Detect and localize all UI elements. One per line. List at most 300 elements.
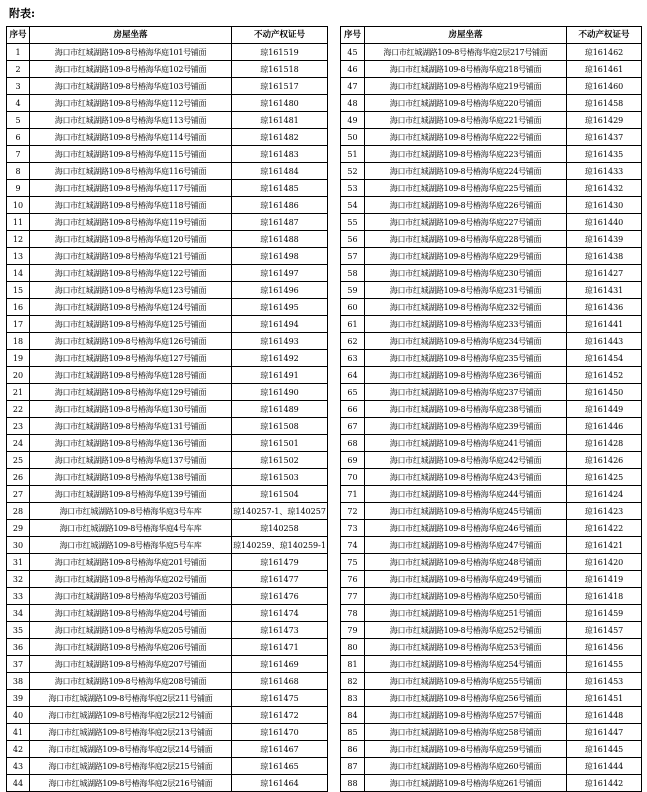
table-row bbox=[341, 95, 642, 112]
row-index: 74 bbox=[341, 537, 365, 554]
row-index: 18 bbox=[7, 333, 30, 350]
row-certificate: 琼161485 bbox=[232, 180, 328, 197]
table-row bbox=[7, 486, 328, 503]
table-row bbox=[341, 44, 642, 61]
row-index: 83 bbox=[341, 690, 365, 707]
row-index: 51 bbox=[341, 146, 365, 163]
header-row bbox=[7, 27, 328, 44]
row-index: 87 bbox=[341, 758, 365, 775]
row-address: 海口市红城湖路109-8号椿海华庭225号铺面 bbox=[365, 180, 567, 197]
row-certificate: 琼161459 bbox=[567, 605, 642, 622]
row-address: 海口市红城湖路109-8号椿海华庭114号铺面 bbox=[30, 129, 232, 146]
table-row bbox=[341, 282, 642, 299]
row-address: 海口市红城湖路109-8号椿海华庭218号铺面 bbox=[365, 61, 567, 78]
header-row bbox=[341, 27, 642, 44]
table-row bbox=[7, 452, 328, 469]
row-address: 海口市红城湖路109-8号椿海华庭254号铺面 bbox=[365, 656, 567, 673]
header-address: 房屋坐落 bbox=[30, 27, 232, 44]
table-row bbox=[7, 146, 328, 163]
row-address: 海口市红城湖路109-8号椿海华庭120号铺面 bbox=[30, 231, 232, 248]
property-table-left bbox=[6, 26, 328, 792]
row-index: 21 bbox=[7, 384, 30, 401]
table-row bbox=[7, 435, 328, 452]
row-certificate: 琼161469 bbox=[232, 656, 328, 673]
row-index: 19 bbox=[7, 350, 30, 367]
table-row bbox=[341, 588, 642, 605]
row-address: 海口市红城湖路109-8号椿海华庭2层211号铺面 bbox=[30, 690, 232, 707]
table-row bbox=[7, 707, 328, 724]
table-row bbox=[7, 78, 328, 95]
row-certificate: 琼161479 bbox=[232, 554, 328, 571]
table-row bbox=[341, 673, 642, 690]
row-certificate: 琼161457 bbox=[567, 622, 642, 639]
row-address: 海口市红城湖路109-8号椿海华庭113号铺面 bbox=[30, 112, 232, 129]
table-row bbox=[341, 469, 642, 486]
row-address: 海口市红城湖路109-8号椿海华庭125号铺面 bbox=[30, 316, 232, 333]
row-index: 50 bbox=[341, 129, 365, 146]
row-address: 海口市红城湖路109-8号椿海华庭256号铺面 bbox=[365, 690, 567, 707]
row-address: 海口市红城湖路109-8号椿海华庭259号铺面 bbox=[365, 741, 567, 758]
row-address: 海口市红城湖路109-8号椿海华庭126号铺面 bbox=[30, 333, 232, 350]
row-address: 海口市红城湖路109-8号椿海华庭3号车库 bbox=[30, 503, 232, 520]
row-index: 88 bbox=[341, 775, 365, 792]
table-row bbox=[7, 503, 328, 520]
row-index: 64 bbox=[341, 367, 365, 384]
row-certificate: 琼161448 bbox=[567, 707, 642, 724]
row-index: 41 bbox=[7, 724, 30, 741]
row-certificate: 琼161484 bbox=[232, 163, 328, 180]
row-certificate: 琼161489 bbox=[232, 401, 328, 418]
table-row bbox=[7, 741, 328, 758]
row-address: 海口市红城湖路109-8号椿海华庭238号铺面 bbox=[365, 401, 567, 418]
table-row bbox=[7, 350, 328, 367]
table-row bbox=[341, 197, 642, 214]
row-address: 海口市红城湖路109-8号椿海华庭221号铺面 bbox=[365, 112, 567, 129]
table-row bbox=[341, 231, 642, 248]
row-certificate: 琼161420 bbox=[567, 554, 642, 571]
row-certificate: 琼161498 bbox=[232, 248, 328, 265]
row-address: 海口市红城湖路109-8号椿海华庭260号铺面 bbox=[365, 758, 567, 775]
row-address: 海口市红城湖路109-8号椿海华庭112号铺面 bbox=[30, 95, 232, 112]
row-address: 海口市红城湖路109-8号椿海华庭119号铺面 bbox=[30, 214, 232, 231]
row-index: 22 bbox=[7, 401, 30, 418]
row-certificate: 琼161426 bbox=[567, 452, 642, 469]
row-index: 33 bbox=[7, 588, 30, 605]
row-certificate: 琼161504 bbox=[232, 486, 328, 503]
table-row bbox=[7, 656, 328, 673]
table-row bbox=[341, 775, 642, 792]
row-index: 1 bbox=[7, 44, 30, 61]
table-row bbox=[7, 180, 328, 197]
row-index: 56 bbox=[341, 231, 365, 248]
table-row bbox=[7, 299, 328, 316]
table-row bbox=[341, 724, 642, 741]
row-index: 28 bbox=[7, 503, 30, 520]
row-certificate: 琼161517 bbox=[232, 78, 328, 95]
row-address: 海口市红城湖路109-8号椿海华庭222号铺面 bbox=[365, 129, 567, 146]
header-index: 序号 bbox=[7, 27, 30, 44]
row-index: 12 bbox=[7, 231, 30, 248]
row-certificate: 琼161431 bbox=[567, 282, 642, 299]
row-certificate: 琼161465 bbox=[232, 758, 328, 775]
row-index: 80 bbox=[341, 639, 365, 656]
row-certificate: 琼161433 bbox=[567, 163, 642, 180]
row-certificate: 琼161432 bbox=[567, 180, 642, 197]
row-certificate: 琼161519 bbox=[232, 44, 328, 61]
row-certificate: 琼161442 bbox=[567, 775, 642, 792]
table-row bbox=[7, 44, 328, 61]
row-address: 海口市红城湖路109-8号椿海华庭115号铺面 bbox=[30, 146, 232, 163]
row-certificate: 琼161487 bbox=[232, 214, 328, 231]
row-address: 海口市红城湖路109-8号椿海华庭2层213号铺面 bbox=[30, 724, 232, 741]
row-index: 42 bbox=[7, 741, 30, 758]
header-index: 序号 bbox=[341, 27, 365, 44]
row-certificate: 琼161455 bbox=[567, 656, 642, 673]
row-index: 27 bbox=[7, 486, 30, 503]
row-index: 6 bbox=[7, 129, 30, 146]
row-index: 38 bbox=[7, 673, 30, 690]
row-address: 海口市红城湖路109-8号椿海华庭227号铺面 bbox=[365, 214, 567, 231]
table-row bbox=[341, 622, 642, 639]
row-certificate: 琼161461 bbox=[567, 61, 642, 78]
table-row bbox=[7, 214, 328, 231]
row-certificate: 琼161429 bbox=[567, 112, 642, 129]
row-index: 2 bbox=[7, 61, 30, 78]
row-certificate: 琼161493 bbox=[232, 333, 328, 350]
table-row bbox=[7, 588, 328, 605]
table-row bbox=[341, 299, 642, 316]
row-certificate: 琼161468 bbox=[232, 673, 328, 690]
row-address: 海口市红城湖路109-8号椿海华庭257号铺面 bbox=[365, 707, 567, 724]
row-index: 60 bbox=[341, 299, 365, 316]
row-address: 海口市红城湖路109-8号椿海华庭101号铺面 bbox=[30, 44, 232, 61]
row-address: 海口市红城湖路109-8号椿海华庭248号铺面 bbox=[365, 554, 567, 571]
row-address: 海口市红城湖路109-8号椿海华庭234号铺面 bbox=[365, 333, 567, 350]
table-row bbox=[7, 129, 328, 146]
table-row bbox=[341, 112, 642, 129]
table-row bbox=[7, 265, 328, 282]
row-index: 53 bbox=[341, 180, 365, 197]
row-address: 海口市红城湖路109-8号椿海华庭239号铺面 bbox=[365, 418, 567, 435]
row-certificate: 琼161453 bbox=[567, 673, 642, 690]
row-certificate: 琼161439 bbox=[567, 231, 642, 248]
row-certificate: 琼161449 bbox=[567, 401, 642, 418]
header-certificate: 不动产权证号 bbox=[232, 27, 328, 44]
row-address: 海口市红城湖路109-8号椿海华庭131号铺面 bbox=[30, 418, 232, 435]
row-address: 海口市红城湖路109-8号椿海华庭233号铺面 bbox=[365, 316, 567, 333]
row-certificate: 琼161488 bbox=[232, 231, 328, 248]
row-certificate: 琼161473 bbox=[232, 622, 328, 639]
row-certificate: 琼161443 bbox=[567, 333, 642, 350]
row-certificate: 琼161456 bbox=[567, 639, 642, 656]
table-row bbox=[341, 605, 642, 622]
row-index: 81 bbox=[341, 656, 365, 673]
row-index: 76 bbox=[341, 571, 365, 588]
row-address: 海口市红城湖路109-8号椿海华庭127号铺面 bbox=[30, 350, 232, 367]
row-address: 海口市红城湖路109-8号椿海华庭251号铺面 bbox=[365, 605, 567, 622]
row-address: 海口市红城湖路109-8号椿海华庭236号铺面 bbox=[365, 367, 567, 384]
table-row bbox=[341, 384, 642, 401]
row-address: 海口市红城湖路109-8号椿海华庭228号铺面 bbox=[365, 231, 567, 248]
row-address: 海口市红城湖路109-8号椿海华庭242号铺面 bbox=[365, 452, 567, 469]
row-index: 14 bbox=[7, 265, 30, 282]
table-row bbox=[7, 605, 328, 622]
table-row bbox=[7, 758, 328, 775]
row-address: 海口市红城湖路109-8号椿海华庭208号铺面 bbox=[30, 673, 232, 690]
table-row bbox=[7, 724, 328, 741]
row-address: 海口市红城湖路109-8号椿海华庭246号铺面 bbox=[365, 520, 567, 537]
table-row bbox=[7, 197, 328, 214]
row-index: 70 bbox=[341, 469, 365, 486]
table-row bbox=[7, 554, 328, 571]
row-address: 海口市红城湖路109-8号椿海华庭261号铺面 bbox=[365, 775, 567, 792]
row-address: 海口市红城湖路109-8号椿海华庭229号铺面 bbox=[365, 248, 567, 265]
table-row bbox=[7, 520, 328, 537]
row-index: 72 bbox=[341, 503, 365, 520]
row-address: 海口市红城湖路109-8号椿海华庭122号铺面 bbox=[30, 265, 232, 282]
row-index: 85 bbox=[341, 724, 365, 741]
row-certificate: 琼161495 bbox=[232, 299, 328, 316]
table-row bbox=[341, 367, 642, 384]
row-index: 82 bbox=[341, 673, 365, 690]
row-address: 海口市红城湖路109-8号椿海华庭207号铺面 bbox=[30, 656, 232, 673]
row-certificate: 琼161424 bbox=[567, 486, 642, 503]
row-index: 57 bbox=[341, 248, 365, 265]
row-certificate: 琼161490 bbox=[232, 384, 328, 401]
row-certificate: 琼161467 bbox=[232, 741, 328, 758]
row-index: 54 bbox=[341, 197, 365, 214]
row-index: 71 bbox=[341, 486, 365, 503]
row-index: 44 bbox=[7, 775, 30, 792]
row-address: 海口市红城湖路109-8号椿海华庭250号铺面 bbox=[365, 588, 567, 605]
row-certificate: 琼161502 bbox=[232, 452, 328, 469]
row-index: 77 bbox=[341, 588, 365, 605]
property-table-right bbox=[340, 26, 642, 792]
table-row bbox=[7, 537, 328, 554]
row-index: 35 bbox=[7, 622, 30, 639]
row-certificate: 琼161476 bbox=[232, 588, 328, 605]
row-address: 海口市红城湖路109-8号椿海华庭231号铺面 bbox=[365, 282, 567, 299]
row-certificate: 琼161482 bbox=[232, 129, 328, 146]
table-row bbox=[341, 758, 642, 775]
row-certificate: 琼161428 bbox=[567, 435, 642, 452]
row-certificate: 琼161481 bbox=[232, 112, 328, 129]
row-certificate: 琼161419 bbox=[567, 571, 642, 588]
table-row bbox=[341, 350, 642, 367]
row-certificate: 琼161491 bbox=[232, 367, 328, 384]
table-row bbox=[7, 367, 328, 384]
row-certificate: 琼161464 bbox=[232, 775, 328, 792]
row-address: 海口市红城湖路109-8号椿海华庭2层215号铺面 bbox=[30, 758, 232, 775]
row-certificate: 琼161503 bbox=[232, 469, 328, 486]
table-row bbox=[7, 639, 328, 656]
table-row bbox=[341, 503, 642, 520]
row-address: 海口市红城湖路109-8号椿海华庭204号铺面 bbox=[30, 605, 232, 622]
row-index: 78 bbox=[341, 605, 365, 622]
table-row bbox=[341, 333, 642, 350]
row-certificate: 琼161501 bbox=[232, 435, 328, 452]
table-row bbox=[341, 146, 642, 163]
table-row bbox=[341, 639, 642, 656]
row-address: 海口市红城湖路109-8号椿海华庭249号铺面 bbox=[365, 571, 567, 588]
table-row bbox=[341, 690, 642, 707]
row-index: 37 bbox=[7, 656, 30, 673]
row-index: 66 bbox=[341, 401, 365, 418]
table-row bbox=[341, 741, 642, 758]
row-certificate: 琼161475 bbox=[232, 690, 328, 707]
row-index: 84 bbox=[341, 707, 365, 724]
row-certificate: 琼161447 bbox=[567, 724, 642, 741]
row-address: 海口市红城湖路109-8号椿海华庭5号车库 bbox=[30, 537, 232, 554]
row-address: 海口市红城湖路109-8号椿海华庭244号铺面 bbox=[365, 486, 567, 503]
row-index: 43 bbox=[7, 758, 30, 775]
row-index: 59 bbox=[341, 282, 365, 299]
row-address: 海口市红城湖路109-8号椿海华庭124号铺面 bbox=[30, 299, 232, 316]
row-index: 75 bbox=[341, 554, 365, 571]
row-certificate: 琼161518 bbox=[232, 61, 328, 78]
row-index: 16 bbox=[7, 299, 30, 316]
row-certificate: 琼161435 bbox=[567, 146, 642, 163]
row-index: 86 bbox=[341, 741, 365, 758]
row-certificate: 琼161497 bbox=[232, 265, 328, 282]
header-certificate: 不动产权证号 bbox=[567, 27, 642, 44]
row-address: 海口市红城湖路109-8号椿海华庭137号铺面 bbox=[30, 452, 232, 469]
row-address: 海口市红城湖路109-8号椿海华庭206号铺面 bbox=[30, 639, 232, 656]
row-index: 47 bbox=[341, 78, 365, 95]
row-certificate: 琼161441 bbox=[567, 316, 642, 333]
row-address: 海口市红城湖路109-8号椿海华庭129号铺面 bbox=[30, 384, 232, 401]
row-address: 海口市红城湖路109-8号椿海华庭253号铺面 bbox=[365, 639, 567, 656]
table-row bbox=[341, 129, 642, 146]
row-certificate: 琼161472 bbox=[232, 707, 328, 724]
table-row bbox=[341, 265, 642, 282]
row-address: 海口市红城湖路109-8号椿海华庭128号铺面 bbox=[30, 367, 232, 384]
row-certificate: 琼161462 bbox=[567, 44, 642, 61]
row-certificate: 琼161492 bbox=[232, 350, 328, 367]
row-index: 36 bbox=[7, 639, 30, 656]
row-address: 海口市红城湖路109-8号椿海华庭2层212号铺面 bbox=[30, 707, 232, 724]
row-certificate: 琼161452 bbox=[567, 367, 642, 384]
row-certificate: 琼161451 bbox=[567, 690, 642, 707]
row-index: 25 bbox=[7, 452, 30, 469]
row-index: 13 bbox=[7, 248, 30, 265]
row-index: 55 bbox=[341, 214, 365, 231]
row-address: 海口市红城湖路109-8号椿海华庭2层216号铺面 bbox=[30, 775, 232, 792]
row-address: 海口市红城湖路109-8号椿海华庭121号铺面 bbox=[30, 248, 232, 265]
row-address: 海口市红城湖路109-8号椿海华庭226号铺面 bbox=[365, 197, 567, 214]
table-row bbox=[341, 656, 642, 673]
row-certificate: 琼161496 bbox=[232, 282, 328, 299]
row-certificate: 琼140258 bbox=[232, 520, 328, 537]
row-certificate: 琼161438 bbox=[567, 248, 642, 265]
row-address: 海口市红城湖路109-8号椿海华庭203号铺面 bbox=[30, 588, 232, 605]
row-index: 49 bbox=[341, 112, 365, 129]
table-row bbox=[341, 418, 642, 435]
row-index: 39 bbox=[7, 690, 30, 707]
row-address: 海口市红城湖路109-8号椿海华庭232号铺面 bbox=[365, 299, 567, 316]
row-address: 海口市红城湖路109-8号椿海华庭201号铺面 bbox=[30, 554, 232, 571]
row-index: 26 bbox=[7, 469, 30, 486]
row-address: 海口市红城湖路109-8号椿海华庭235号铺面 bbox=[365, 350, 567, 367]
table-row bbox=[341, 452, 642, 469]
row-certificate: 琼161422 bbox=[567, 520, 642, 537]
row-address: 海口市红城湖路109-8号椿海华庭247号铺面 bbox=[365, 537, 567, 554]
row-index: 34 bbox=[7, 605, 30, 622]
table-row bbox=[7, 231, 328, 248]
table-row bbox=[7, 316, 328, 333]
table-row bbox=[341, 571, 642, 588]
row-index: 10 bbox=[7, 197, 30, 214]
table-row bbox=[341, 248, 642, 265]
row-certificate: 琼140257-1、琼140257 bbox=[232, 503, 328, 520]
table-row bbox=[341, 214, 642, 231]
row-address: 海口市红城湖路109-8号椿海华庭117号铺面 bbox=[30, 180, 232, 197]
row-address: 海口市红城湖路109-8号椿海华庭4号车库 bbox=[30, 520, 232, 537]
table-row bbox=[7, 571, 328, 588]
row-certificate: 琼161460 bbox=[567, 78, 642, 95]
table-row bbox=[7, 163, 328, 180]
row-index: 11 bbox=[7, 214, 30, 231]
row-index: 24 bbox=[7, 435, 30, 452]
row-certificate: 琼140259、琼140259-1 bbox=[232, 537, 328, 554]
row-certificate: 琼161425 bbox=[567, 469, 642, 486]
row-address: 海口市红城湖路109-8号椿海华庭102号铺面 bbox=[30, 61, 232, 78]
table-row bbox=[7, 673, 328, 690]
row-address: 海口市红城湖路109-8号椿海华庭245号铺面 bbox=[365, 503, 567, 520]
table-row bbox=[341, 316, 642, 333]
row-certificate: 琼161470 bbox=[232, 724, 328, 741]
caption: 附表: bbox=[9, 7, 36, 20]
row-index: 30 bbox=[7, 537, 30, 554]
row-index: 7 bbox=[7, 146, 30, 163]
table-row bbox=[7, 333, 328, 350]
table-row bbox=[7, 95, 328, 112]
table-row bbox=[7, 401, 328, 418]
row-index: 45 bbox=[341, 44, 365, 61]
row-certificate: 琼161486 bbox=[232, 197, 328, 214]
table-row bbox=[341, 486, 642, 503]
row-index: 61 bbox=[341, 316, 365, 333]
row-address: 海口市红城湖路109-8号椿海华庭123号铺面 bbox=[30, 282, 232, 299]
row-index: 63 bbox=[341, 350, 365, 367]
row-address: 海口市红城湖路109-8号椿海华庭230号铺面 bbox=[365, 265, 567, 282]
table-row bbox=[7, 61, 328, 78]
row-certificate: 琼161446 bbox=[567, 418, 642, 435]
row-index: 52 bbox=[341, 163, 365, 180]
table-row bbox=[341, 78, 642, 95]
table-row bbox=[341, 401, 642, 418]
row-address: 海口市红城湖路109-8号椿海华庭2层217号铺面 bbox=[365, 44, 567, 61]
row-certificate: 琼161508 bbox=[232, 418, 328, 435]
table-row bbox=[7, 384, 328, 401]
row-address: 海口市红城湖路109-8号椿海华庭258号铺面 bbox=[365, 724, 567, 741]
row-certificate: 琼161427 bbox=[567, 265, 642, 282]
row-index: 67 bbox=[341, 418, 365, 435]
row-index: 23 bbox=[7, 418, 30, 435]
row-address: 海口市红城湖路109-8号椿海华庭237号铺面 bbox=[365, 384, 567, 401]
row-address: 海口市红城湖路109-8号椿海华庭252号铺面 bbox=[365, 622, 567, 639]
row-index: 73 bbox=[341, 520, 365, 537]
row-certificate: 琼161418 bbox=[567, 588, 642, 605]
row-index: 15 bbox=[7, 282, 30, 299]
row-index: 3 bbox=[7, 78, 30, 95]
table-row bbox=[341, 707, 642, 724]
row-certificate: 琼161445 bbox=[567, 741, 642, 758]
table-row bbox=[7, 622, 328, 639]
row-address: 海口市红城湖路109-8号椿海华庭220号铺面 bbox=[365, 95, 567, 112]
row-address: 海口市红城湖路109-8号椿海华庭136号铺面 bbox=[30, 435, 232, 452]
row-certificate: 琼161471 bbox=[232, 639, 328, 656]
